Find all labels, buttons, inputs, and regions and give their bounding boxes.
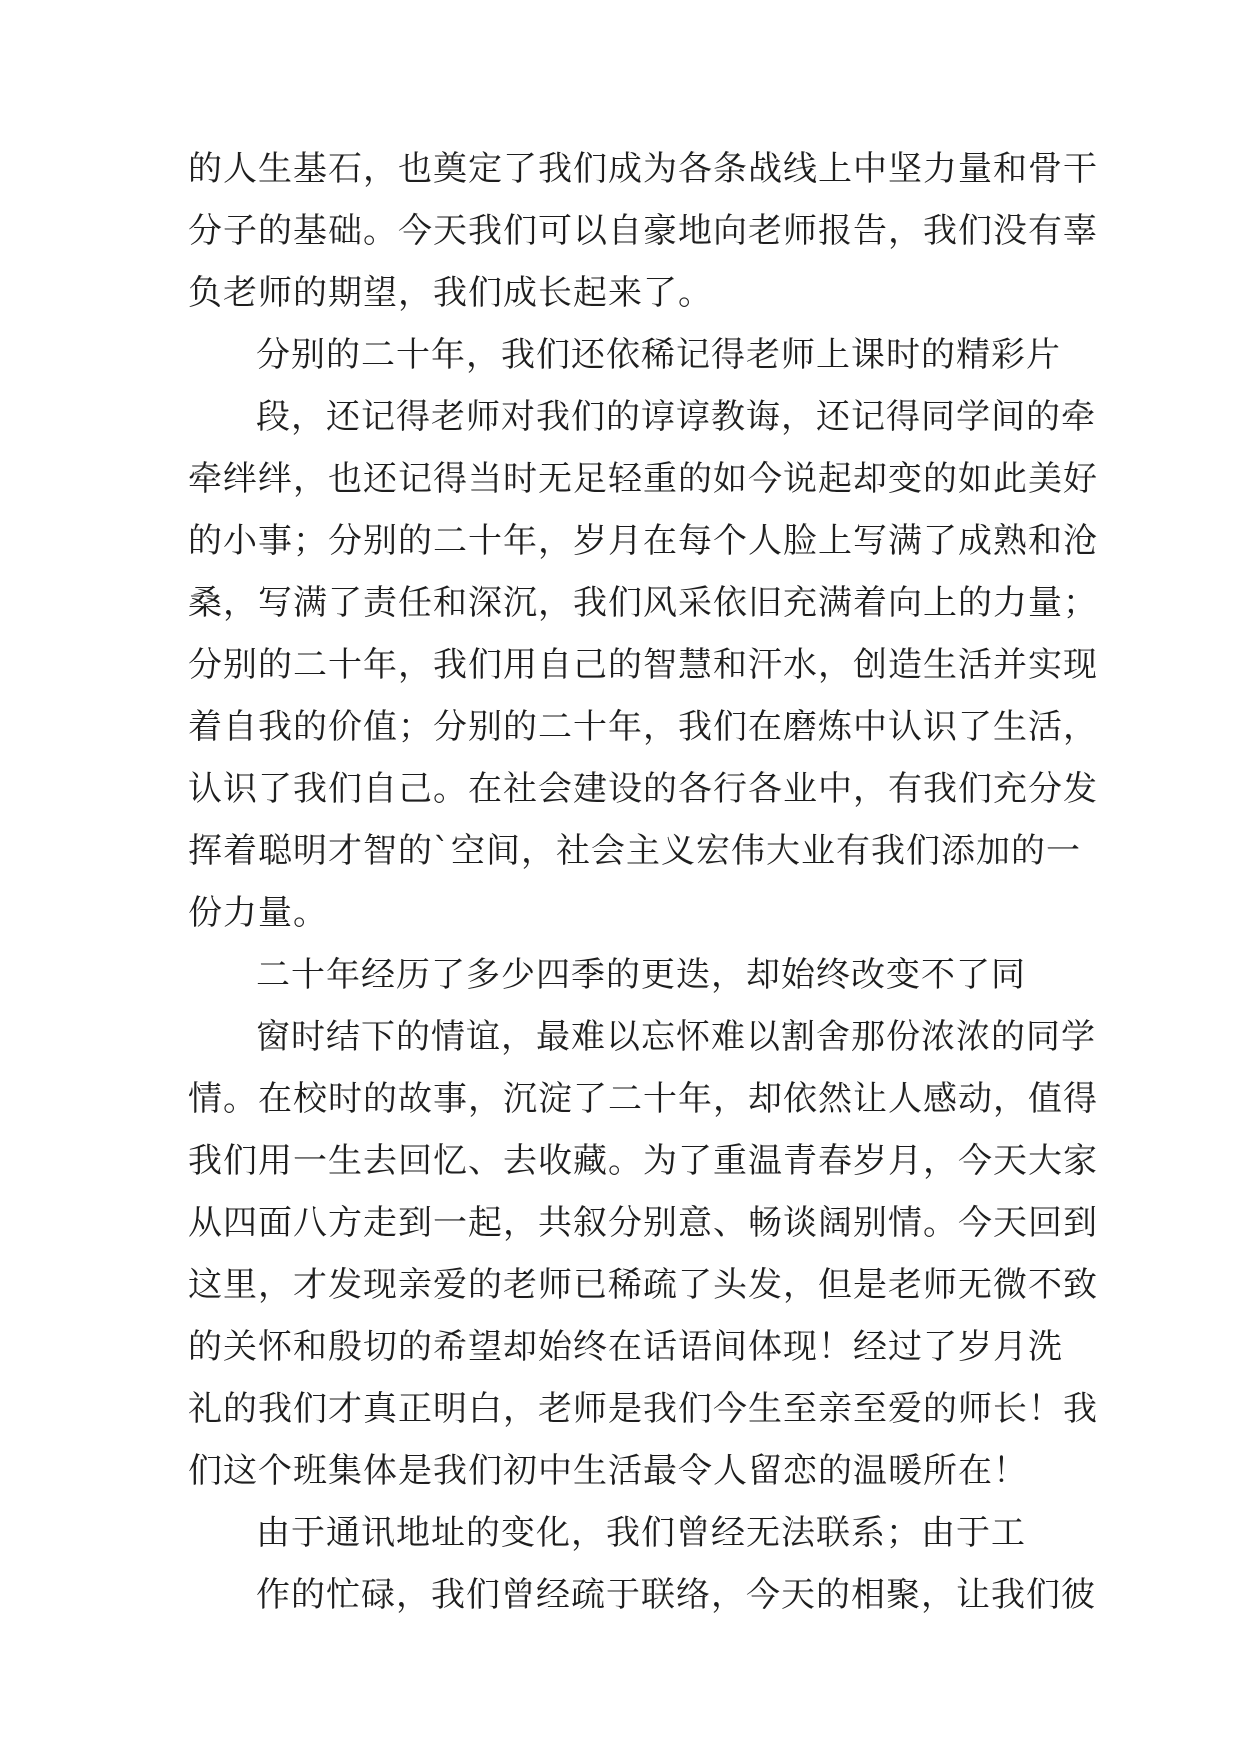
text-line: 牵绊绊，也还记得当时无足轻重的如今说起却变的如此美好 — [188, 459, 1098, 499]
text-line: 分子的基础。今天我们可以自豪地向老师报告，我们没有辜 — [188, 211, 1098, 251]
text-line: 桑，写满了责任和深沉，我们风采依旧充满着向上的力量； — [188, 583, 1098, 623]
text-line: 我们用一生去回忆、去收藏。为了重温青春岁月，今天大家 — [188, 1141, 1098, 1181]
text-line: 由于通讯地址的变化，我们曾经无法联系；由于工 — [256, 1513, 1026, 1553]
text-line: 负老师的期望，我们成长起来了。 — [188, 273, 713, 313]
text-line: 作的忙碌，我们曾经疏于联络，今天的相聚，让我们彼 — [256, 1575, 1096, 1615]
text-line: 着自我的价值；分别的二十年，我们在磨炼中认识了生活， — [188, 707, 1098, 747]
text-line: 们这个班集体是我们初中生活最令人留恋的温暖所在！ — [188, 1451, 1028, 1491]
text-line: 情。在校时的故事，沉淀了二十年，却依然让人感动，值得 — [188, 1079, 1098, 1119]
text-line: 礼的我们才真正明白，老师是我们今生至亲至爱的师长！我 — [188, 1389, 1098, 1429]
text-line: 挥着聪明才智的`空间，社会主义宏伟大业有我们添加的一 — [188, 831, 1081, 871]
text-line: 的小事；分别的二十年，岁月在每个人脸上写满了成熟和沧 — [188, 521, 1098, 561]
text-line: 的关怀和殷切的希望却始终在话语间体现！经过了岁月洗 — [188, 1327, 1063, 1367]
text-line: 分别的二十年，我们用自己的智慧和汗水，创造生活并实现 — [188, 645, 1098, 685]
text-line: 段，还记得老师对我们的谆谆教诲，还记得同学间的牵 — [256, 397, 1096, 437]
text-line: 认识了我们自己。在社会建设的各行各业中，有我们充分发 — [188, 769, 1098, 809]
text-line: 从四面八方走到一起，共叙分别意、畅谈阔别情。今天回到 — [188, 1203, 1098, 1243]
text-line: 的人生基石，也奠定了我们成为各条战线上中坚力量和骨干 — [188, 149, 1098, 189]
text-line: 分别的二十年，我们还依稀记得老师上课时的精彩片 — [256, 335, 1061, 375]
body-text — [188, 138, 1098, 1626]
text-line: 二十年经历了多少四季的更迭，却始终改变不了同 — [256, 955, 1026, 995]
text-line: 份力量。 — [188, 893, 328, 933]
text-line: 窗时结下的情谊，最难以忘怀难以割舍那份浓浓的同学 — [256, 1017, 1096, 1057]
text-line: 这里，才发现亲爱的老师已稀疏了头发，但是老师无微不致 — [188, 1265, 1098, 1305]
